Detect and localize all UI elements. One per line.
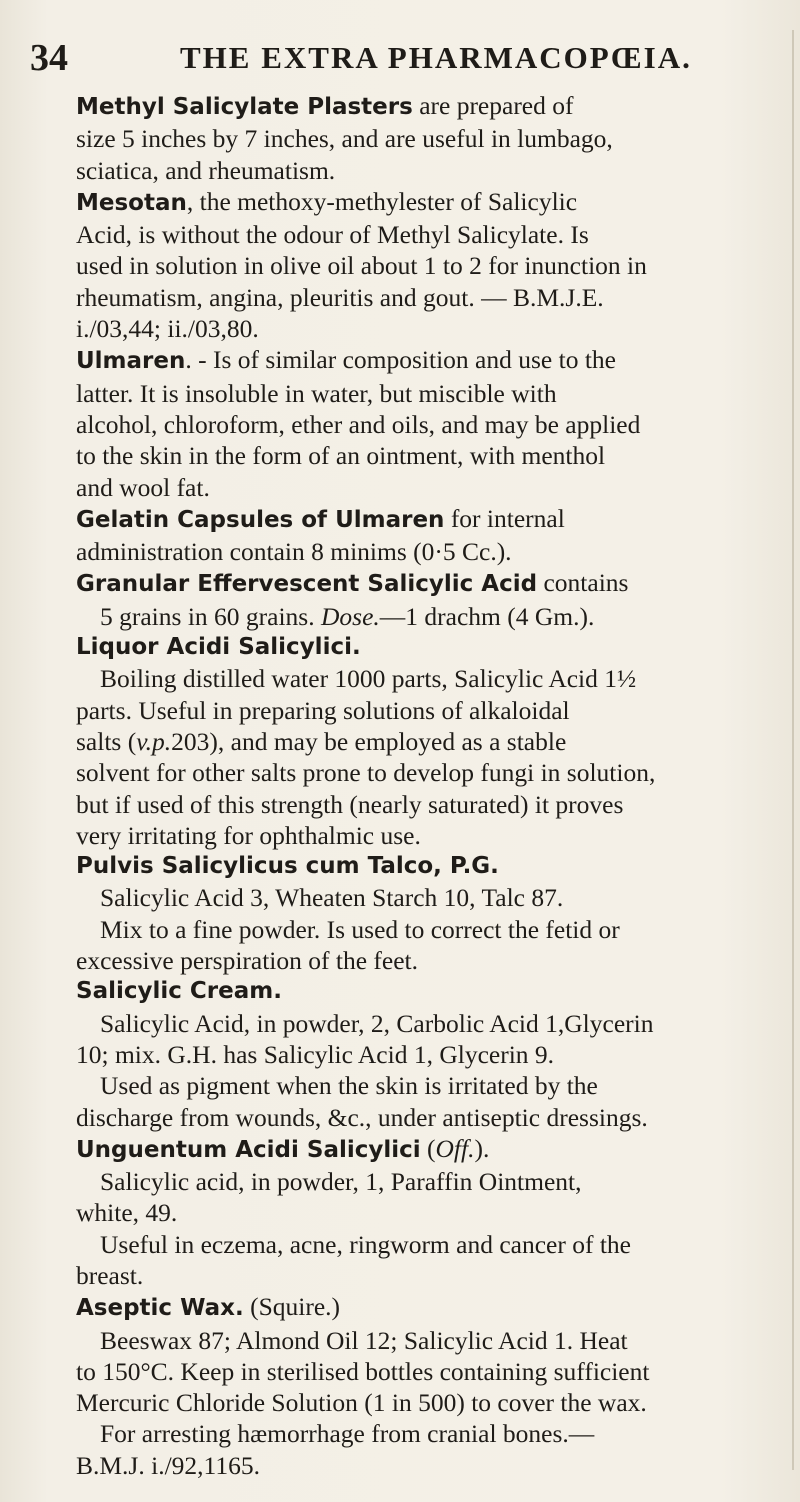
entry-salicylic-cream [76, 976, 786, 1132]
entry-text: ). [474, 1133, 490, 1163]
entry-text: 203), and may be employed as a stable [171, 726, 567, 756]
entry-text: discharge from wounds, &c., under antiseptic dressings. [76, 1102, 648, 1132]
entry-text: Mix to a fine powder. Is used to correct the fetid or [100, 914, 620, 944]
cross-reference: v.p. [136, 726, 172, 756]
entry-aseptic-wax [76, 1291, 786, 1481]
entry-text: For arresting hæmorrhage from cranial bones.— [100, 1419, 595, 1449]
entry-heading: Gelatin Capsules of Ulmaren [76, 506, 445, 533]
page-edge-shadow [792, 30, 794, 1470]
entry-text: ( [420, 1133, 436, 1163]
entry-text: sciatica, and rheumatism. [76, 155, 336, 185]
entry-text: for internal [444, 503, 565, 533]
entry-text: administration contain 8 minims (0·5 Cc.). [76, 537, 512, 567]
entry-text: parts. Useful in preparing solutions of alkaloidal [76, 695, 570, 725]
entry-methyl-salicylate-plasters [76, 90, 786, 186]
page-number: 34 [30, 37, 68, 79]
page-body [76, 90, 786, 1481]
entry-gelatin-capsules [76, 503, 786, 568]
entry-ulmaren [76, 344, 786, 502]
page-header [30, 34, 770, 82]
entry-text: i./03,44; ii./03,80. [76, 314, 259, 344]
entry-text: to 150°C. Keep in sterilised bottles containing sufficient [76, 1356, 650, 1386]
entry-text: Beeswax 87; Almond Oil 12; Salicylic Acid 1. Heat [100, 1325, 628, 1355]
entry-heading: Granular Effervescent Salicylic Acid [76, 571, 538, 598]
entry-text: , the methoxy-methylester of Salicylic [186, 186, 578, 216]
entry-text: Salicylic Acid 3, Wheaten Starch 10, Talc 87. [100, 883, 564, 913]
entry-mesotan [76, 186, 786, 344]
entry-heading: Unguentum Acidi Salicylici [76, 1136, 421, 1163]
entry-text: size 5 inches by 7 inches, and are useful in lumbago, [76, 124, 613, 154]
entry-text: rheumatism, angina, pleuritis and gout. — B.M.J.E. [76, 282, 604, 312]
entry-text: breast. [76, 1260, 144, 1290]
entry-text: used in solution in olive oil about 1 to 2 for inunction in [76, 251, 647, 281]
entry-text: solvent for other salts prone to develop fungi in solution, [76, 758, 656, 788]
entry-text: contains [537, 568, 629, 598]
entry-text: to the skin in the form of an ointment, with menthol [76, 441, 606, 471]
entry-text: Acid, is without the odour of Methyl Salicylate. Is [76, 220, 589, 250]
entry-text: Salicylic acid, in powder, 1, Paraffin Ointment, [100, 1167, 582, 1197]
entry-text: and wool fat. [76, 472, 210, 502]
entry-heading: Methyl Salicylate Plasters [76, 94, 413, 120]
entry-heading: Ulmaren [76, 348, 186, 375]
entry-heading: Aseptic Wax. [76, 1295, 244, 1322]
entry-text: Useful in eczema, acne, ringworm and cancer of the [100, 1229, 631, 1259]
official-mark: Off. [435, 1133, 475, 1163]
entry-text: Salicylic Acid, in powder, 2, Carbolic Acid 1,Glycerin [100, 1008, 654, 1038]
entry-text: . - Is of similar composition and use to the [185, 345, 616, 375]
entry-text: alcohol, chloroform, ether and oils, and may be applied [76, 409, 641, 439]
dose-label: Dose. [320, 601, 380, 631]
entry-text: latter. It is insoluble in water, but miscible with [76, 378, 557, 408]
entry-pulvis-salicylicus [76, 851, 786, 976]
entry-text: 5 grains in 60 grains. [100, 601, 315, 631]
entry-text: Boiling distilled water 1000 parts, Salicylic Acid 1½ [100, 664, 637, 694]
entry-text: Used as pigment when the skin is irritated by the [100, 1071, 598, 1101]
entry-text: —1 drachm (4 Gm.). [379, 601, 595, 631]
entry-text: white, 49. [76, 1198, 178, 1228]
entry-text: 10; mix. G.H. has Salicylic Acid 1, Glycerin 9. [76, 1039, 555, 1069]
entry-text: Mercuric Chloride Solution (1 in 500) to cover the wax. [76, 1388, 647, 1418]
entry-text: very irritating for ophthalmic use. [76, 820, 421, 850]
entry-heading: Mesotan [76, 189, 187, 216]
entry-unguentum [76, 1133, 786, 1291]
running-head: THE EXTRA PHARMACOPŒIA. [180, 40, 692, 75]
entry-text: B.M.J. i./92,1165. [76, 1450, 260, 1480]
entry-text: salts ( [76, 726, 137, 756]
entry-heading: Pulvis Salicylicus cum Talco, P.G. [76, 853, 499, 880]
entry-text: but if used of this strength (nearly saturated) it proves [76, 789, 624, 819]
entry-text: excessive perspiration of the feet. [76, 946, 418, 976]
entry-heading: Liquor Acidi Salicylici. [76, 634, 361, 661]
entry-liquor-acidi [76, 632, 786, 851]
entry-granular-effervescent [76, 567, 786, 632]
entry-text: are prepared of [412, 91, 574, 120]
entry-heading: Salicylic Cream. [76, 978, 282, 1005]
entry-text: (Squire.) [243, 1292, 341, 1322]
